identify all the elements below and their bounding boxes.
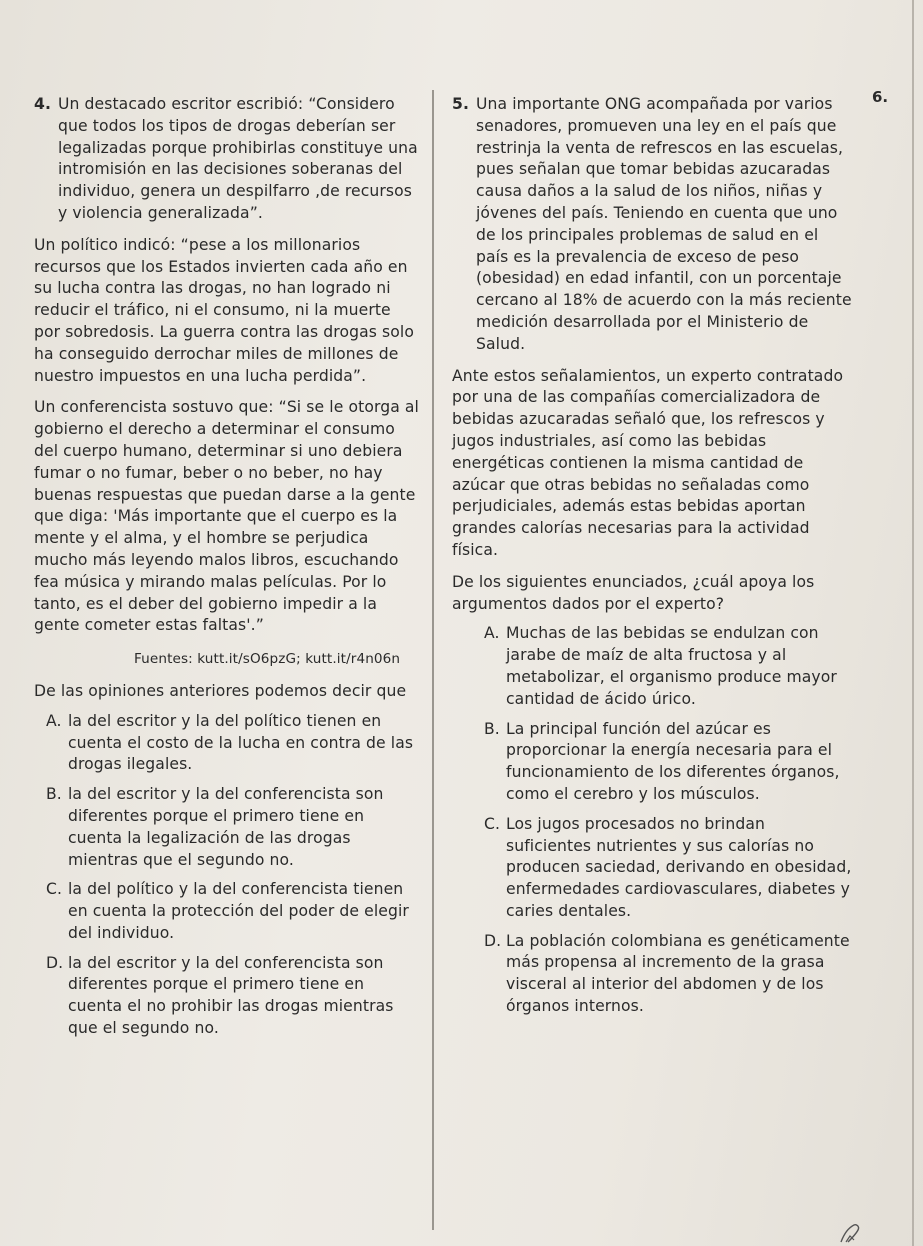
politician-quote: Un político indicó: “pese a los millonarios recursos que los Estados invierten cada año en su lucha contra las drogas, no han logrado ni reducir el tráfico, ni el consumo, ni la muerte por sobredosis. La guerra contra las drogas solo ha conseguido derrochar miles de millones de nuestro impuestos en una lucha perdida”. [34, 235, 414, 385]
option-c[interactable] [452, 814, 852, 923]
ngo-context: Una importante ONG acompañada por varios senadores, promueven una ley en el país que restrinja la venta de refrescos en las escuelas, pues señalan que tomar bebidas azucaradas causa daños a la salud de los niños, niñas y jóvenes del país. Teniendo en cuenta que uno de los principales problemas de salud en el país es la prevalencia de exceso de peso (obesidad) en edad infantil, con un porcentaje cercano al 18% de acuerdo con la más reciente medición desarrollada por el Ministerio de Salud. [476, 95, 852, 353]
answer-options [452, 623, 852, 1018]
column-divider [432, 90, 434, 1230]
question-prompt: De los siguientes enunciados, ¿cuál apoya los argumentos dados por el experto? [452, 572, 815, 613]
option-b[interactable] [452, 719, 852, 806]
option-text: la del político y la del conferencista tienen en cuenta la protección del poder de elegir del individuo. [68, 880, 409, 942]
option-text: Muchas de las bebidas se endulzan con jarabe de maíz de alta fructosa y al metabolizar, el organismo produce mayor cantidad de ácido úrico. [506, 624, 837, 708]
option-letter: B. [46, 785, 62, 804]
option-text: La población colombiana es genéticamente más propensa al incremento de la grasa visceral al interior del abdomen y de los órganos internos. [506, 931, 850, 1016]
option-d[interactable] [34, 953, 420, 1040]
option-letter: C. [484, 814, 501, 833]
sources-note: Fuentes: kutt.it/sO6pzG; kutt.it/r4n06n [134, 651, 401, 668]
option-text: la del escritor y la del conferencista son diferentes porque el primero tiene en cuenta la legalización de las drogas mientras que el segundo no. [68, 785, 384, 869]
option-letter: A. [484, 624, 500, 643]
option-letter: D. [46, 953, 64, 972]
option-letter: C. [46, 880, 63, 899]
option-a[interactable] [34, 711, 420, 776]
question-number: 5. [452, 95, 469, 113]
option-d[interactable] [452, 931, 852, 1018]
page-edge [912, 0, 914, 1246]
expert-statement: Ante estos señalamientos, un experto contratado por una de las compañías comercializadora de bebidas azucaradas señaló que, los refrescos y jugos industriales, así como las bebidas energéticas contienen la misma cantidad de azúcar que otras bebidas no señaladas como perjudiciales, además estas bebidas aportan grandes calorías necesarias para la actividad física. [452, 366, 844, 559]
option-letter: D. [484, 931, 502, 950]
question-5 [452, 94, 852, 1018]
pencil-mark-icon [838, 1222, 864, 1244]
page-number: 6. [872, 88, 889, 106]
option-text: Los jugos procesados no brindan suficientes nutrientes y sus calorías no producen saciedad, derivando en obesidad, enfermedades cardiovasculares, diabetes y caries dentales. [506, 814, 852, 920]
option-c[interactable] [34, 879, 420, 944]
option-text: la del escritor y la del conferencista son diferentes porque el primero tiene en cuenta el no prohibir las drogas mientras que el segundo no. [68, 953, 394, 1038]
option-text: La principal función del azúcar es proporcionar la energía necesaria para el funcionamiento de los diferentes órganos, como el cerebro y los músculos. [506, 719, 840, 803]
option-letter: B. [484, 719, 500, 738]
option-letter: A. [46, 711, 62, 730]
option-text: la del escritor y la del político tienen en cuenta el costo de la lucha en contra de las drogas ilegales. [68, 711, 414, 774]
option-b[interactable] [34, 784, 420, 871]
question-prompt: De las opiniones anteriores podemos decir que [34, 681, 407, 700]
question-4 [34, 94, 420, 1040]
option-a[interactable] [452, 623, 852, 710]
question-number: 4. [34, 95, 51, 113]
writer-quote: Un destacado escritor escribió: “Considero que todos los tipos de drogas deberían ser legalizadas porque prohibirlas constituye una intromisión en las decisiones soberanas del individuo, genera un despilfarro ,de recursos y violencia generalizada”. [58, 95, 418, 222]
lecturer-quote: Un conferencista sostuvo que: “Si se le otorga al gobierno el derecho a determinar el consumo del cuerpo humano, determinar si uno debiera fumar o no fumar, beber o no beber, no hay buenas respuestas que puedan darse a la gente que diga: 'Más importante que el cuerpo es la mente y el alma, y el hombre se perjudica mucho más leyendo malos libros, escuchando fea música y mirando malas películas. Por lo tanto, es el deber del gobierno impedir a la gente cometer estas faltas'.” [34, 398, 419, 635]
answer-options [34, 711, 420, 1040]
